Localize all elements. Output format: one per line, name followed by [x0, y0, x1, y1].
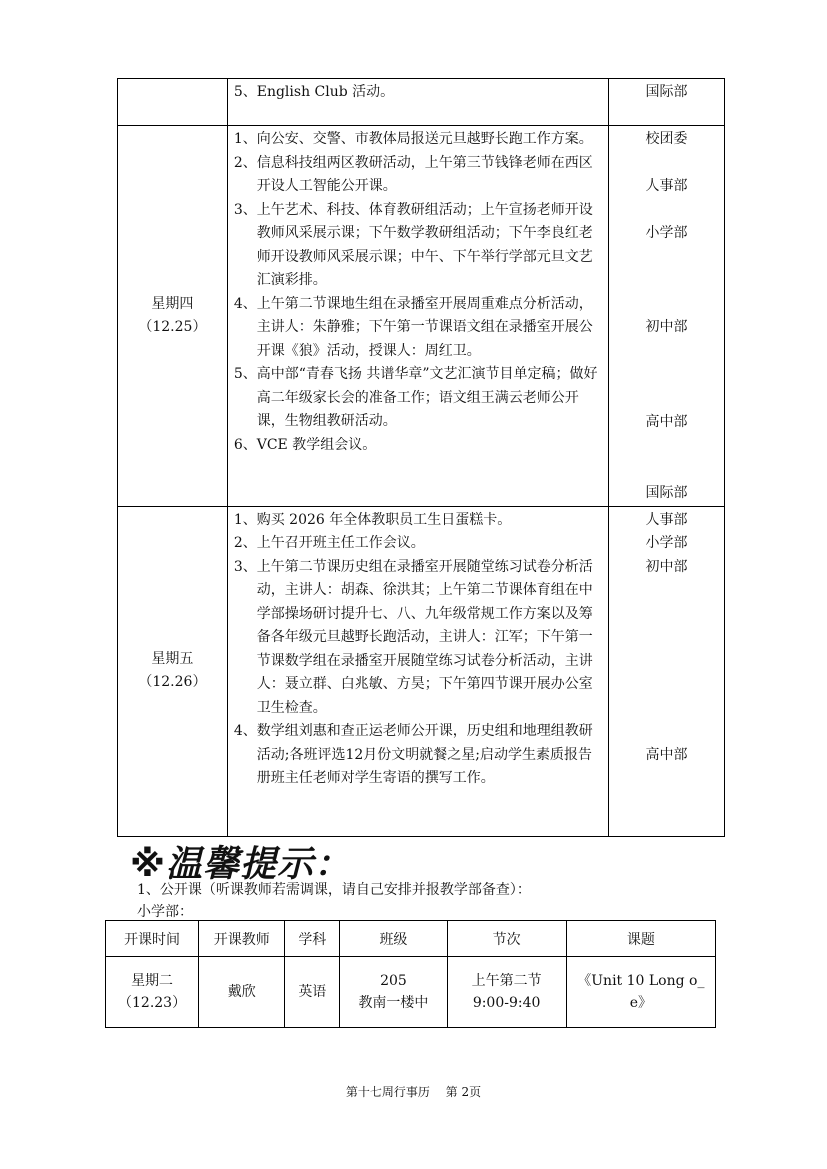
dept-label: 初中部: [645, 319, 688, 335]
item-number: 3、: [233, 201, 257, 218]
items-cell: [227, 79, 608, 126]
dept-label: 人事部: [645, 511, 688, 528]
list-item: [234, 363, 604, 434]
day-name: 星期四: [151, 295, 194, 312]
item-text: 信息科技组两区教研活动，上午第三节钱锋老师在西区开设人工智能公开课。: [256, 154, 593, 194]
list-item: [234, 532, 604, 556]
header-cell: 课题: [566, 921, 715, 957]
period-time: 9:00-9:40: [472, 995, 541, 1011]
list-item: [234, 128, 604, 152]
schedule-row: [118, 79, 725, 126]
dept-label: 国际部: [645, 485, 688, 501]
item-number: 2、: [233, 535, 257, 551]
time-cell: [106, 957, 199, 1028]
item-text: 上午召开班主任工作会议。: [256, 535, 425, 551]
tips-title: ※温馨提示：: [130, 844, 351, 885]
item-text: VCE 教学组会议。: [256, 436, 377, 453]
item-text: 上午第二节课历史组在录播室开展随堂练习试卷分析活动，主讲人：胡森、徐洪其；上午第二节课体育组在中学部操场研讨提升七、八、九年级常规工作方案以及筹备各年级元旦越野长跑活动，主讲人：江军；下午第一节课数学组在录播室开展随堂练习试卷分析活动，主讲人：聂立群、白兆敏、方昊；下午第四节课开展办公室卫生检查。: [256, 558, 593, 716]
period-name: 上午第二节: [471, 973, 542, 989]
schedule-row: [118, 506, 725, 836]
item-number: 5、: [233, 366, 257, 382]
day-date: （12.26）: [138, 674, 207, 690]
day-date: （12.25）: [138, 318, 207, 335]
items-cell: [227, 126, 608, 507]
tips-line-open-class: 1、公开课（听课教师若需调课，请自己安排并报教学部备查）：: [137, 882, 531, 898]
item-number: 4、: [233, 295, 257, 312]
list-item: [234, 509, 604, 533]
subject-cell: 英语: [285, 957, 340, 1028]
class-place: 教南一楼中: [358, 995, 429, 1011]
time-day: 星期二: [131, 973, 174, 989]
item-text: English Club 活动。: [256, 84, 395, 100]
header-cell: 开课时间: [106, 921, 199, 957]
table-row: [106, 957, 716, 1028]
item-number: 1、: [233, 131, 257, 147]
schedule-row: [118, 126, 725, 507]
header-cell: 开课教师: [199, 921, 285, 957]
item-number: 3、: [233, 558, 257, 575]
list-item: [234, 720, 604, 791]
items-cell: [227, 506, 608, 836]
dept-label: 高中部: [645, 414, 688, 430]
dept-label: 人事部: [645, 178, 688, 194]
page-footer: 第十七周行事历 第 2页: [345, 1085, 482, 1099]
class-cell: [340, 957, 447, 1028]
dept-label: 初中部: [645, 558, 688, 575]
list-item: [234, 199, 604, 293]
dept-label: 高中部: [645, 746, 688, 763]
list-item: [234, 293, 604, 364]
item-number: 4、: [233, 723, 257, 739]
dept-label: 小学部: [645, 225, 688, 241]
item-text: 上午艺术、科技、体育教研组活动；上午宣扬老师开设教师风采展示课；下午数学教研组活动；下午李良红老师开设教师风采展示课；中午、下午举行学部元旦文艺汇演彩排。: [256, 201, 593, 288]
item-text: 高中部“青春飞扬 共谱华章”文艺汇演节目单定稿；做好高二年级家长会的准备工作；语文组王满云老师公开课，生物组教研活动。: [256, 366, 598, 429]
item-number: 2、: [233, 154, 257, 171]
day-cell: [118, 126, 228, 507]
time-date: （12.23）: [118, 995, 187, 1011]
item-number: 5、: [233, 84, 257, 100]
class-number: 205: [380, 973, 407, 989]
list-item: [234, 81, 604, 105]
item-text: 向公安、交警、市教体局报送元旦越野长跑工作方案。: [256, 131, 593, 147]
item-number: 6、: [233, 436, 257, 453]
day-cell: [118, 79, 228, 126]
header-cell: 班级: [340, 921, 447, 957]
open-class-table: [105, 920, 716, 1028]
day-cell: [118, 506, 228, 836]
item-text: 上午第二节课地生组在录播室开展周重难点分析活动，主讲人：朱静雅；下午第一节课语文组在录播室开展公开课《狼》活动，授课人：周红卫。: [256, 295, 593, 359]
dept-label: 小学部: [645, 535, 688, 551]
list-item: [234, 434, 604, 458]
header-cell: 节次: [447, 921, 566, 957]
dept-cell: [608, 79, 724, 126]
teacher-cell: 戴欣: [199, 957, 285, 1028]
schedule-table: [117, 78, 725, 837]
topic-cell: [566, 957, 715, 1028]
list-item: [234, 556, 604, 721]
dept-label: 国际部: [645, 84, 688, 100]
dept-label: 校团委: [645, 131, 688, 147]
day-name: 星期五: [151, 651, 194, 667]
table-header-row: [106, 921, 716, 957]
list-item: [234, 152, 604, 199]
tips-line-primary: 小学部：: [137, 904, 193, 920]
item-text: 购买 2026 年全体教职员工生日蛋糕卡。: [256, 511, 512, 528]
dept-cell: [608, 126, 724, 507]
topic-text: 《Unit 10 Long o_e》: [577, 973, 705, 1011]
period-cell: [447, 957, 566, 1028]
item-text: 数学组刘惠和查正运老师公开课，历史组和地理组教研活动;各班评选12月份文明就餐之星;启动学生素质报告册班主任老师对学生寄语的撰写工作。: [256, 723, 593, 786]
item-number: 1、: [233, 511, 257, 528]
header-cell: 学科: [285, 921, 340, 957]
dept-cell: [608, 506, 724, 836]
